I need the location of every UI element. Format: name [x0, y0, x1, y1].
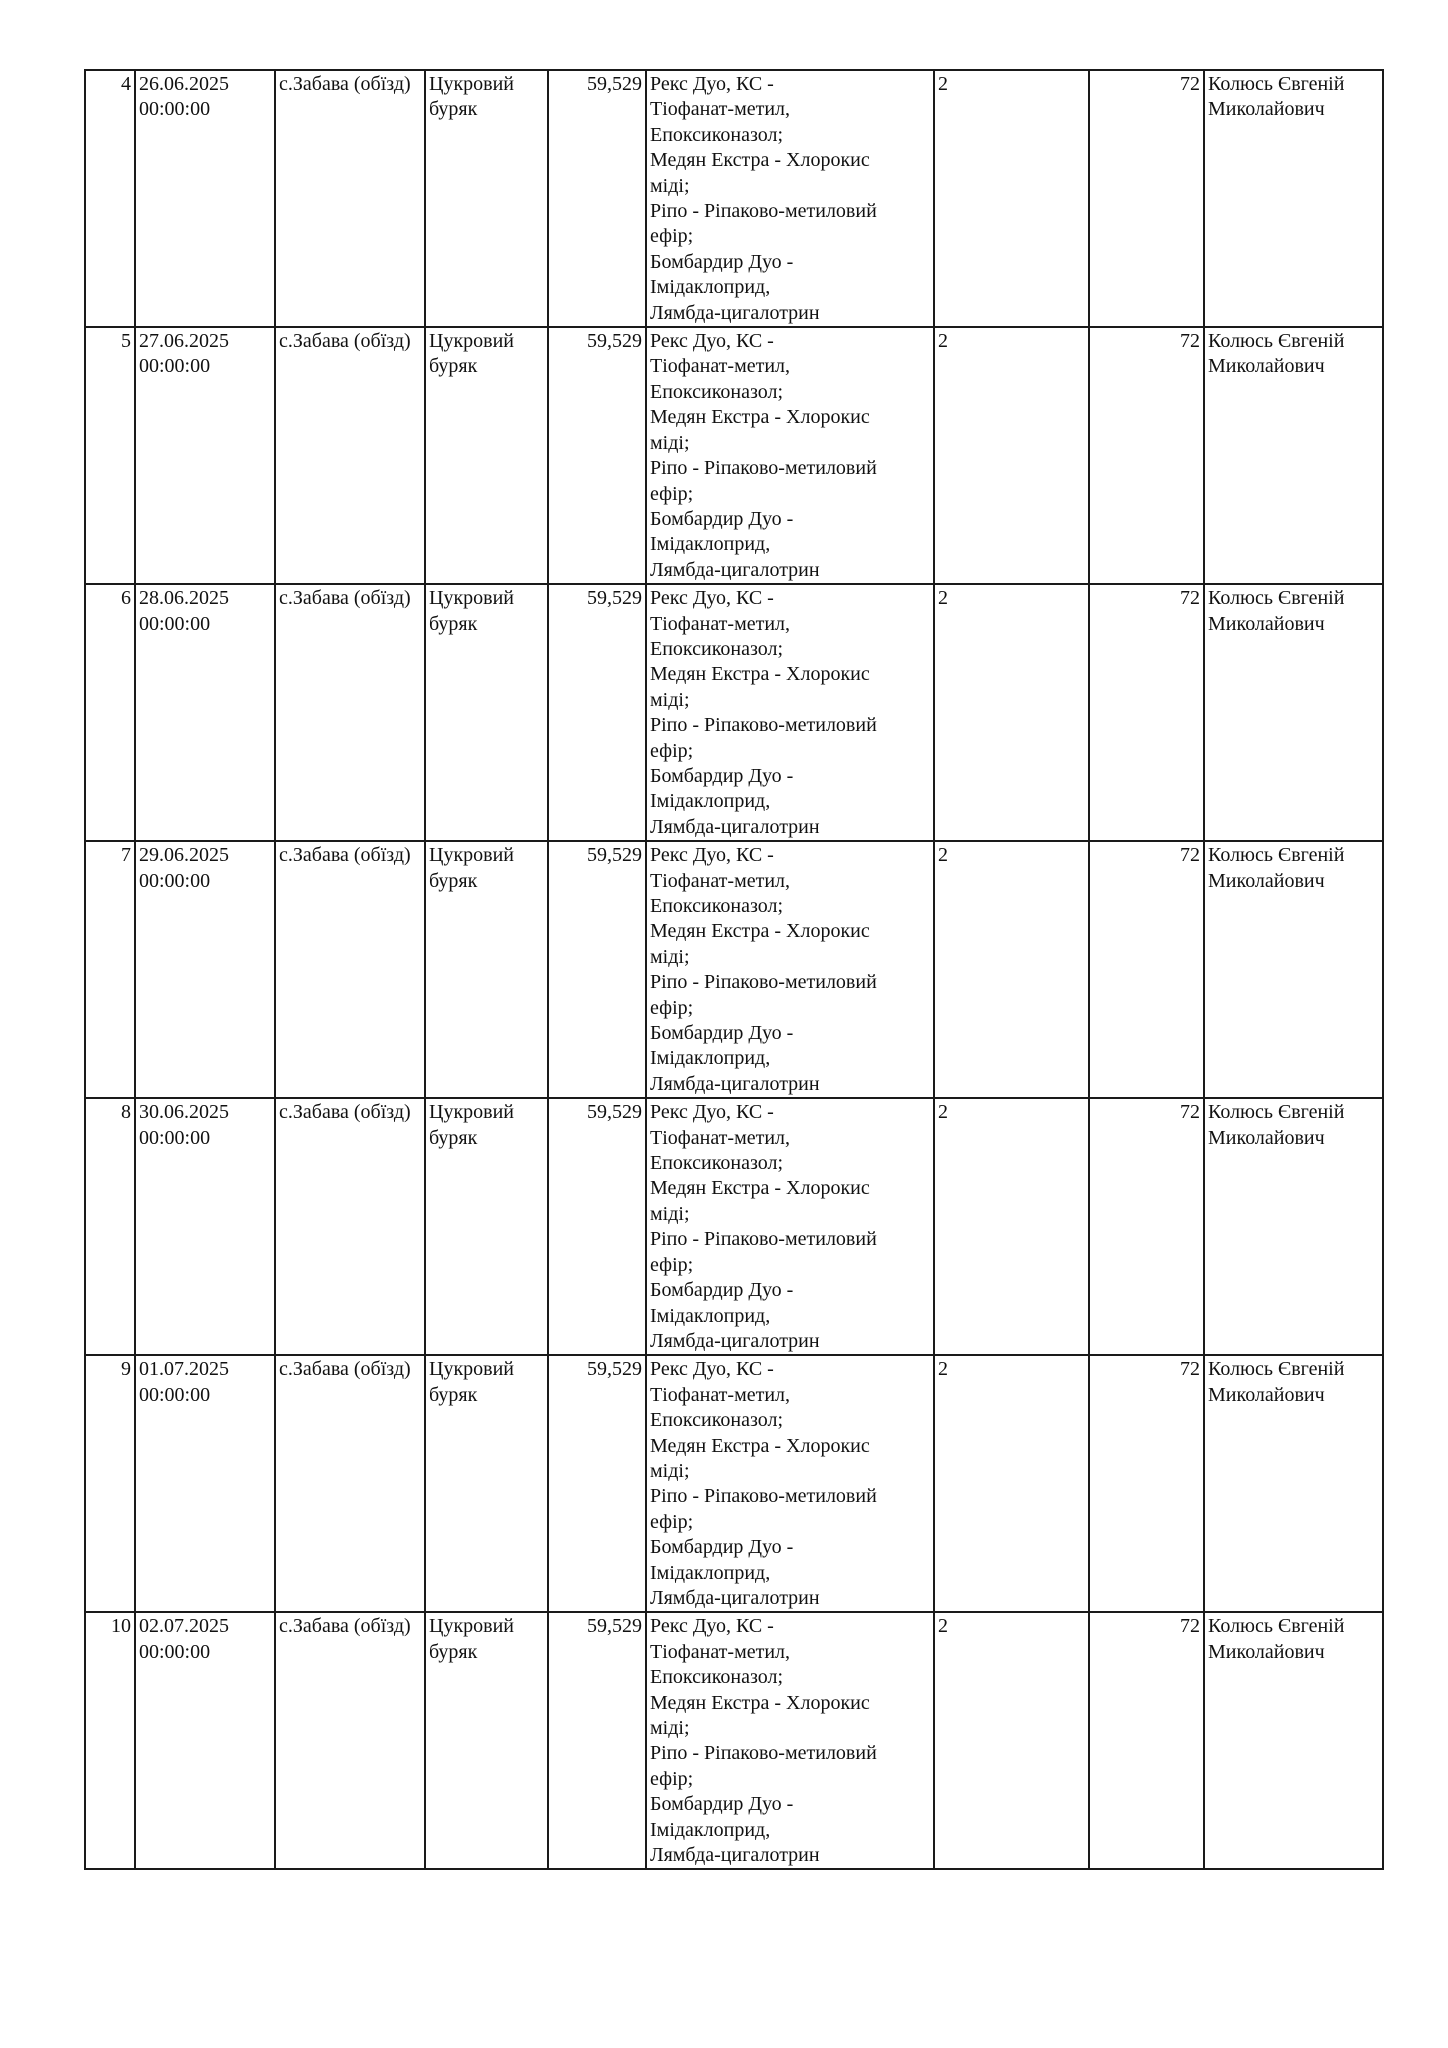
date-cell: [135, 841, 275, 1098]
table-body: [85, 70, 1383, 1869]
area-cell: [548, 584, 646, 841]
area-value: 59,529: [587, 1358, 642, 1381]
crop-cell: [425, 584, 548, 841]
person-name: Колюсь Євгеній: [1208, 1101, 1345, 1124]
preparation-line: міді;: [650, 431, 690, 454]
class-value: 2: [938, 73, 948, 95]
person-name: Колюсь Євгеній: [1208, 1615, 1345, 1638]
preparation-line: Ріпо - Ріпаково-метиловий: [650, 714, 877, 737]
area-value: 59,529: [587, 587, 642, 610]
row-number: 6: [121, 587, 131, 610]
location-cell: [275, 584, 425, 841]
class-cell: [934, 327, 1089, 584]
row-number: 5: [121, 330, 131, 353]
row-number: 8: [121, 1101, 131, 1124]
preparation-line: Тіофанат-метил,: [650, 612, 791, 635]
area-value: 59,529: [587, 330, 642, 353]
preparation-line: Бомбардир Дуо -: [650, 1793, 794, 1816]
preparation-line: Епоксиконазол;: [650, 1666, 784, 1689]
preparation-line: Епоксиконазол;: [650, 1409, 784, 1432]
responsible-person-cell: [1204, 1355, 1383, 1612]
preparation-line: Ріпо - Ріпаково-метиловий: [650, 1228, 877, 1251]
rate-cell: [1089, 70, 1204, 327]
preparation-line: ефір;: [650, 225, 694, 248]
rate-cell: [1089, 1355, 1204, 1612]
preparation-line: Епоксиконазол;: [650, 380, 784, 403]
area-cell: [548, 841, 646, 1098]
area-cell: [548, 70, 646, 327]
preparation-line: Рекс Дуо, КС -: [650, 330, 774, 353]
class-cell: [934, 841, 1089, 1098]
area-cell: [548, 1355, 646, 1612]
preparation-line: Лямбда-цигалотрин: [650, 1329, 820, 1352]
preparation-line: міді;: [650, 174, 690, 197]
location-cell: [275, 1612, 425, 1869]
time-value: 00:00:00: [139, 1383, 211, 1406]
date-cell: [135, 1355, 275, 1612]
responsible-person-cell: [1204, 841, 1383, 1098]
preparation-line: Медян Екстра - Хлорокис: [650, 663, 870, 686]
preparation-line: Ріпо - Ріпаково-метиловий: [650, 971, 877, 994]
person-name: Миколайович: [1208, 1383, 1325, 1406]
rate-cell: [1089, 584, 1204, 841]
area-value: 59,529: [587, 1615, 642, 1638]
time-value: 00:00:00: [139, 612, 211, 635]
crop-value: Цукровий: [429, 587, 515, 610]
location-cell: [275, 327, 425, 584]
person-name: Миколайович: [1208, 612, 1325, 635]
crop-value: буряк: [429, 1383, 478, 1406]
responsible-person-cell: [1204, 70, 1383, 327]
preparations-cell: [646, 584, 934, 841]
preparation-line: ефір;: [650, 1253, 694, 1276]
date-cell: [135, 584, 275, 841]
date-value: 30.06.2025: [139, 1101, 229, 1124]
date-value: 27.06.2025: [139, 330, 229, 353]
rate-value: 72: [1180, 330, 1200, 353]
preparation-line: Лямбда-цигалотрин: [650, 301, 820, 324]
location-cell: [275, 1098, 425, 1355]
preparation-line: ефір;: [650, 1510, 694, 1533]
class-cell: [934, 1355, 1089, 1612]
responsible-person-cell: [1204, 1612, 1383, 1869]
preparation-line: Лямбда-цигалотрин: [650, 1586, 820, 1609]
area-cell: [548, 327, 646, 584]
preparation-line: Імідаклоприд,: [650, 1047, 771, 1070]
person-name: Миколайович: [1208, 355, 1325, 378]
preparation-line: Ріпо - Ріпаково-метиловий: [650, 1485, 877, 1508]
rate-value: 72: [1180, 1615, 1200, 1638]
location-cell: [275, 1355, 425, 1612]
rate-value: 72: [1180, 844, 1200, 867]
row-number-cell: [85, 70, 135, 327]
location-cell: [275, 70, 425, 327]
preparations-cell: [646, 1612, 934, 1869]
crop-cell: [425, 70, 548, 327]
rate-cell: [1089, 327, 1204, 584]
crop-value: буряк: [429, 98, 478, 121]
crop-value: Цукровий: [429, 330, 515, 353]
preparation-line: Ріпо - Ріпаково-метиловий: [650, 1742, 877, 1765]
preparation-line: Тіофанат-метил,: [650, 1126, 791, 1149]
preparation-line: Імідаклоприд,: [650, 1818, 771, 1841]
preparation-line: міді;: [650, 1717, 690, 1739]
location-value: с.Забава (обїзд): [279, 330, 411, 353]
date-value: 26.06.2025: [139, 73, 229, 95]
time-value: 00:00:00: [139, 869, 211, 892]
preparations-cell: [646, 841, 934, 1098]
date-cell: [135, 327, 275, 584]
preparation-line: Лямбда-цигалотрин: [650, 1072, 820, 1095]
rate-cell: [1089, 1612, 1204, 1869]
preparation-line: Ріпо - Ріпаково-метиловий: [650, 457, 877, 480]
row-number: 4: [121, 73, 131, 95]
preparations-cell: [646, 1355, 934, 1612]
crop-value: буряк: [429, 612, 478, 635]
row-number-cell: [85, 1355, 135, 1612]
preparation-line: ефір;: [650, 739, 694, 762]
row-number: 7: [121, 844, 131, 867]
area-value: 59,529: [587, 844, 642, 867]
crop-cell: [425, 1612, 548, 1869]
location-value: с.Забава (обїзд): [279, 844, 411, 867]
preparation-line: Епоксиконазол;: [650, 1152, 784, 1175]
preparation-line: Рекс Дуо, КС -: [650, 844, 774, 867]
preparation-line: Медян Екстра - Хлорокис: [650, 406, 870, 429]
preparation-line: Тіофанат-метил,: [650, 869, 791, 892]
person-name: Колюсь Євгеній: [1208, 1358, 1345, 1381]
row-number-cell: [85, 1612, 135, 1869]
preparations-cell: [646, 1098, 934, 1355]
rate-value: 72: [1180, 1358, 1200, 1381]
date-cell: [135, 1098, 275, 1355]
preparation-line: Імідаклоприд,: [650, 1304, 771, 1327]
table-row: [85, 1355, 1383, 1612]
crop-cell: [425, 1355, 548, 1612]
person-name: Миколайович: [1208, 1640, 1325, 1663]
date-value: 01.07.2025: [139, 1358, 229, 1381]
class-cell: [934, 584, 1089, 841]
person-name: Миколайович: [1208, 98, 1325, 121]
row-number: 9: [121, 1358, 131, 1381]
preparation-line: міді;: [650, 945, 690, 968]
area-cell: [548, 1612, 646, 1869]
preparation-line: Медян Екстра - Хлорокис: [650, 1177, 870, 1200]
area-value: 59,529: [587, 1101, 642, 1124]
crop-value: буряк: [429, 1126, 478, 1149]
preparation-line: Епоксиконазол;: [650, 895, 784, 917]
date-value: 28.06.2025: [139, 587, 229, 610]
date-value: 02.07.2025: [139, 1615, 229, 1638]
row-number: 10: [111, 1615, 131, 1638]
area-cell: [548, 1098, 646, 1355]
preparation-line: Імідаклоприд,: [650, 276, 771, 299]
responsible-person-cell: [1204, 584, 1383, 841]
class-value: 2: [938, 587, 948, 610]
date-cell: [135, 1612, 275, 1869]
table-row: [85, 1098, 1383, 1355]
rate-value: 72: [1180, 587, 1200, 610]
date-cell: [135, 70, 275, 327]
preparation-line: Тіофанат-метил,: [650, 98, 791, 121]
location-value: с.Забава (обїзд): [279, 1101, 411, 1124]
location-value: с.Забава (обїзд): [279, 73, 411, 95]
time-value: 00:00:00: [139, 1126, 211, 1149]
row-number-cell: [85, 841, 135, 1098]
person-name: Колюсь Євгеній: [1208, 73, 1345, 95]
location-value: с.Забава (обїзд): [279, 1615, 411, 1638]
crop-value: буряк: [429, 1640, 478, 1663]
time-value: 00:00:00: [139, 1640, 211, 1663]
preparation-line: Імідаклоприд,: [650, 533, 771, 556]
class-value: 2: [938, 330, 948, 353]
class-value: 2: [938, 1358, 948, 1381]
preparation-line: Бомбардир Дуо -: [650, 764, 794, 787]
preparation-line: міді;: [650, 688, 690, 711]
class-cell: [934, 1612, 1089, 1869]
preparation-line: Тіофанат-метил,: [650, 355, 791, 378]
row-number-cell: [85, 327, 135, 584]
table-row: [85, 1612, 1383, 1869]
crop-value: Цукровий: [429, 1358, 515, 1381]
location-cell: [275, 841, 425, 1098]
preparation-line: Лямбда-цигалотрин: [650, 558, 820, 581]
rate-cell: [1089, 1098, 1204, 1355]
crop-value: Цукровий: [429, 73, 515, 95]
table-row: [85, 70, 1383, 327]
table-row: [85, 327, 1383, 584]
crop-cell: [425, 327, 548, 584]
class-cell: [934, 1098, 1089, 1355]
preparation-line: Рекс Дуо, КС -: [650, 73, 774, 95]
row-number-cell: [85, 584, 135, 841]
person-name: Миколайович: [1208, 869, 1325, 892]
preparation-line: Медян Екстра - Хлорокис: [650, 149, 870, 172]
crop-value: Цукровий: [429, 1101, 515, 1124]
rate-cell: [1089, 841, 1204, 1098]
responsible-person-cell: [1204, 327, 1383, 584]
person-name: Колюсь Євгеній: [1208, 587, 1345, 610]
rate-value: 72: [1180, 1101, 1200, 1124]
location-value: с.Забава (обїзд): [279, 1358, 411, 1381]
preparation-line: Бомбардир Дуо -: [650, 507, 794, 530]
preparation-line: міді;: [650, 1459, 690, 1482]
preparation-line: Медян Екстра - Хлорокис: [650, 1691, 870, 1714]
row-number-cell: [85, 1098, 135, 1355]
preparation-line: Лямбда-цигалотрин: [650, 1844, 820, 1867]
preparation-line: Імідаклоприд,: [650, 790, 771, 813]
time-value: 00:00:00: [139, 98, 211, 121]
crop-value: буряк: [429, 869, 478, 892]
crop-value: буряк: [429, 355, 478, 378]
preparation-line: Рекс Дуо, КС -: [650, 587, 774, 610]
crop-value: Цукровий: [429, 844, 515, 867]
class-value: 2: [938, 1615, 948, 1638]
responsible-person-cell: [1204, 1098, 1383, 1355]
preparation-line: Лямбда-цигалотрин: [650, 815, 820, 838]
preparation-line: Медян Екстра - Хлорокис: [650, 1434, 870, 1457]
preparation-line: Тіофанат-метил,: [650, 1383, 791, 1406]
time-value: 00:00:00: [139, 355, 211, 378]
preparation-line: Тіофанат-метил,: [650, 1640, 791, 1663]
crop-cell: [425, 1098, 548, 1355]
preparation-line: Рекс Дуо, КС -: [650, 1358, 774, 1381]
location-value: с.Забава (обїзд): [279, 587, 411, 610]
preparation-line: Епоксиконазол;: [650, 637, 784, 660]
preparation-line: Епоксиконазол;: [650, 123, 784, 146]
preparation-line: Бомбардир Дуо -: [650, 250, 794, 273]
treatment-log-table: [84, 69, 1384, 1870]
table-row: [85, 841, 1383, 1098]
preparation-line: міді;: [650, 1202, 690, 1225]
area-value: 59,529: [587, 73, 642, 95]
person-name: Миколайович: [1208, 1126, 1325, 1149]
table-row: [85, 584, 1383, 841]
preparation-line: Бомбардир Дуо -: [650, 1536, 794, 1559]
date-value: 29.06.2025: [139, 844, 229, 867]
person-name: Колюсь Євгеній: [1208, 330, 1345, 353]
person-name: Колюсь Євгеній: [1208, 844, 1345, 867]
preparation-line: ефір;: [650, 996, 694, 1019]
preparation-line: Імідаклоприд,: [650, 1561, 771, 1584]
preparation-line: Ріпо - Ріпаково-метиловий: [650, 200, 877, 223]
rate-value: 72: [1180, 73, 1200, 95]
preparation-line: ефір;: [650, 482, 694, 505]
crop-value: Цукровий: [429, 1615, 515, 1638]
class-value: 2: [938, 1101, 948, 1124]
preparation-line: ефір;: [650, 1767, 694, 1790]
preparations-cell: [646, 70, 934, 327]
preparations-cell: [646, 327, 934, 584]
preparation-line: Рекс Дуо, КС -: [650, 1101, 774, 1124]
class-value: 2: [938, 844, 948, 867]
preparation-line: Медян Екстра - Хлорокис: [650, 920, 870, 943]
class-cell: [934, 70, 1089, 327]
preparation-line: Рекс Дуо, КС -: [650, 1615, 774, 1638]
preparation-line: Бомбардир Дуо -: [650, 1279, 794, 1302]
preparation-line: Бомбардир Дуо -: [650, 1022, 794, 1045]
crop-cell: [425, 841, 548, 1098]
